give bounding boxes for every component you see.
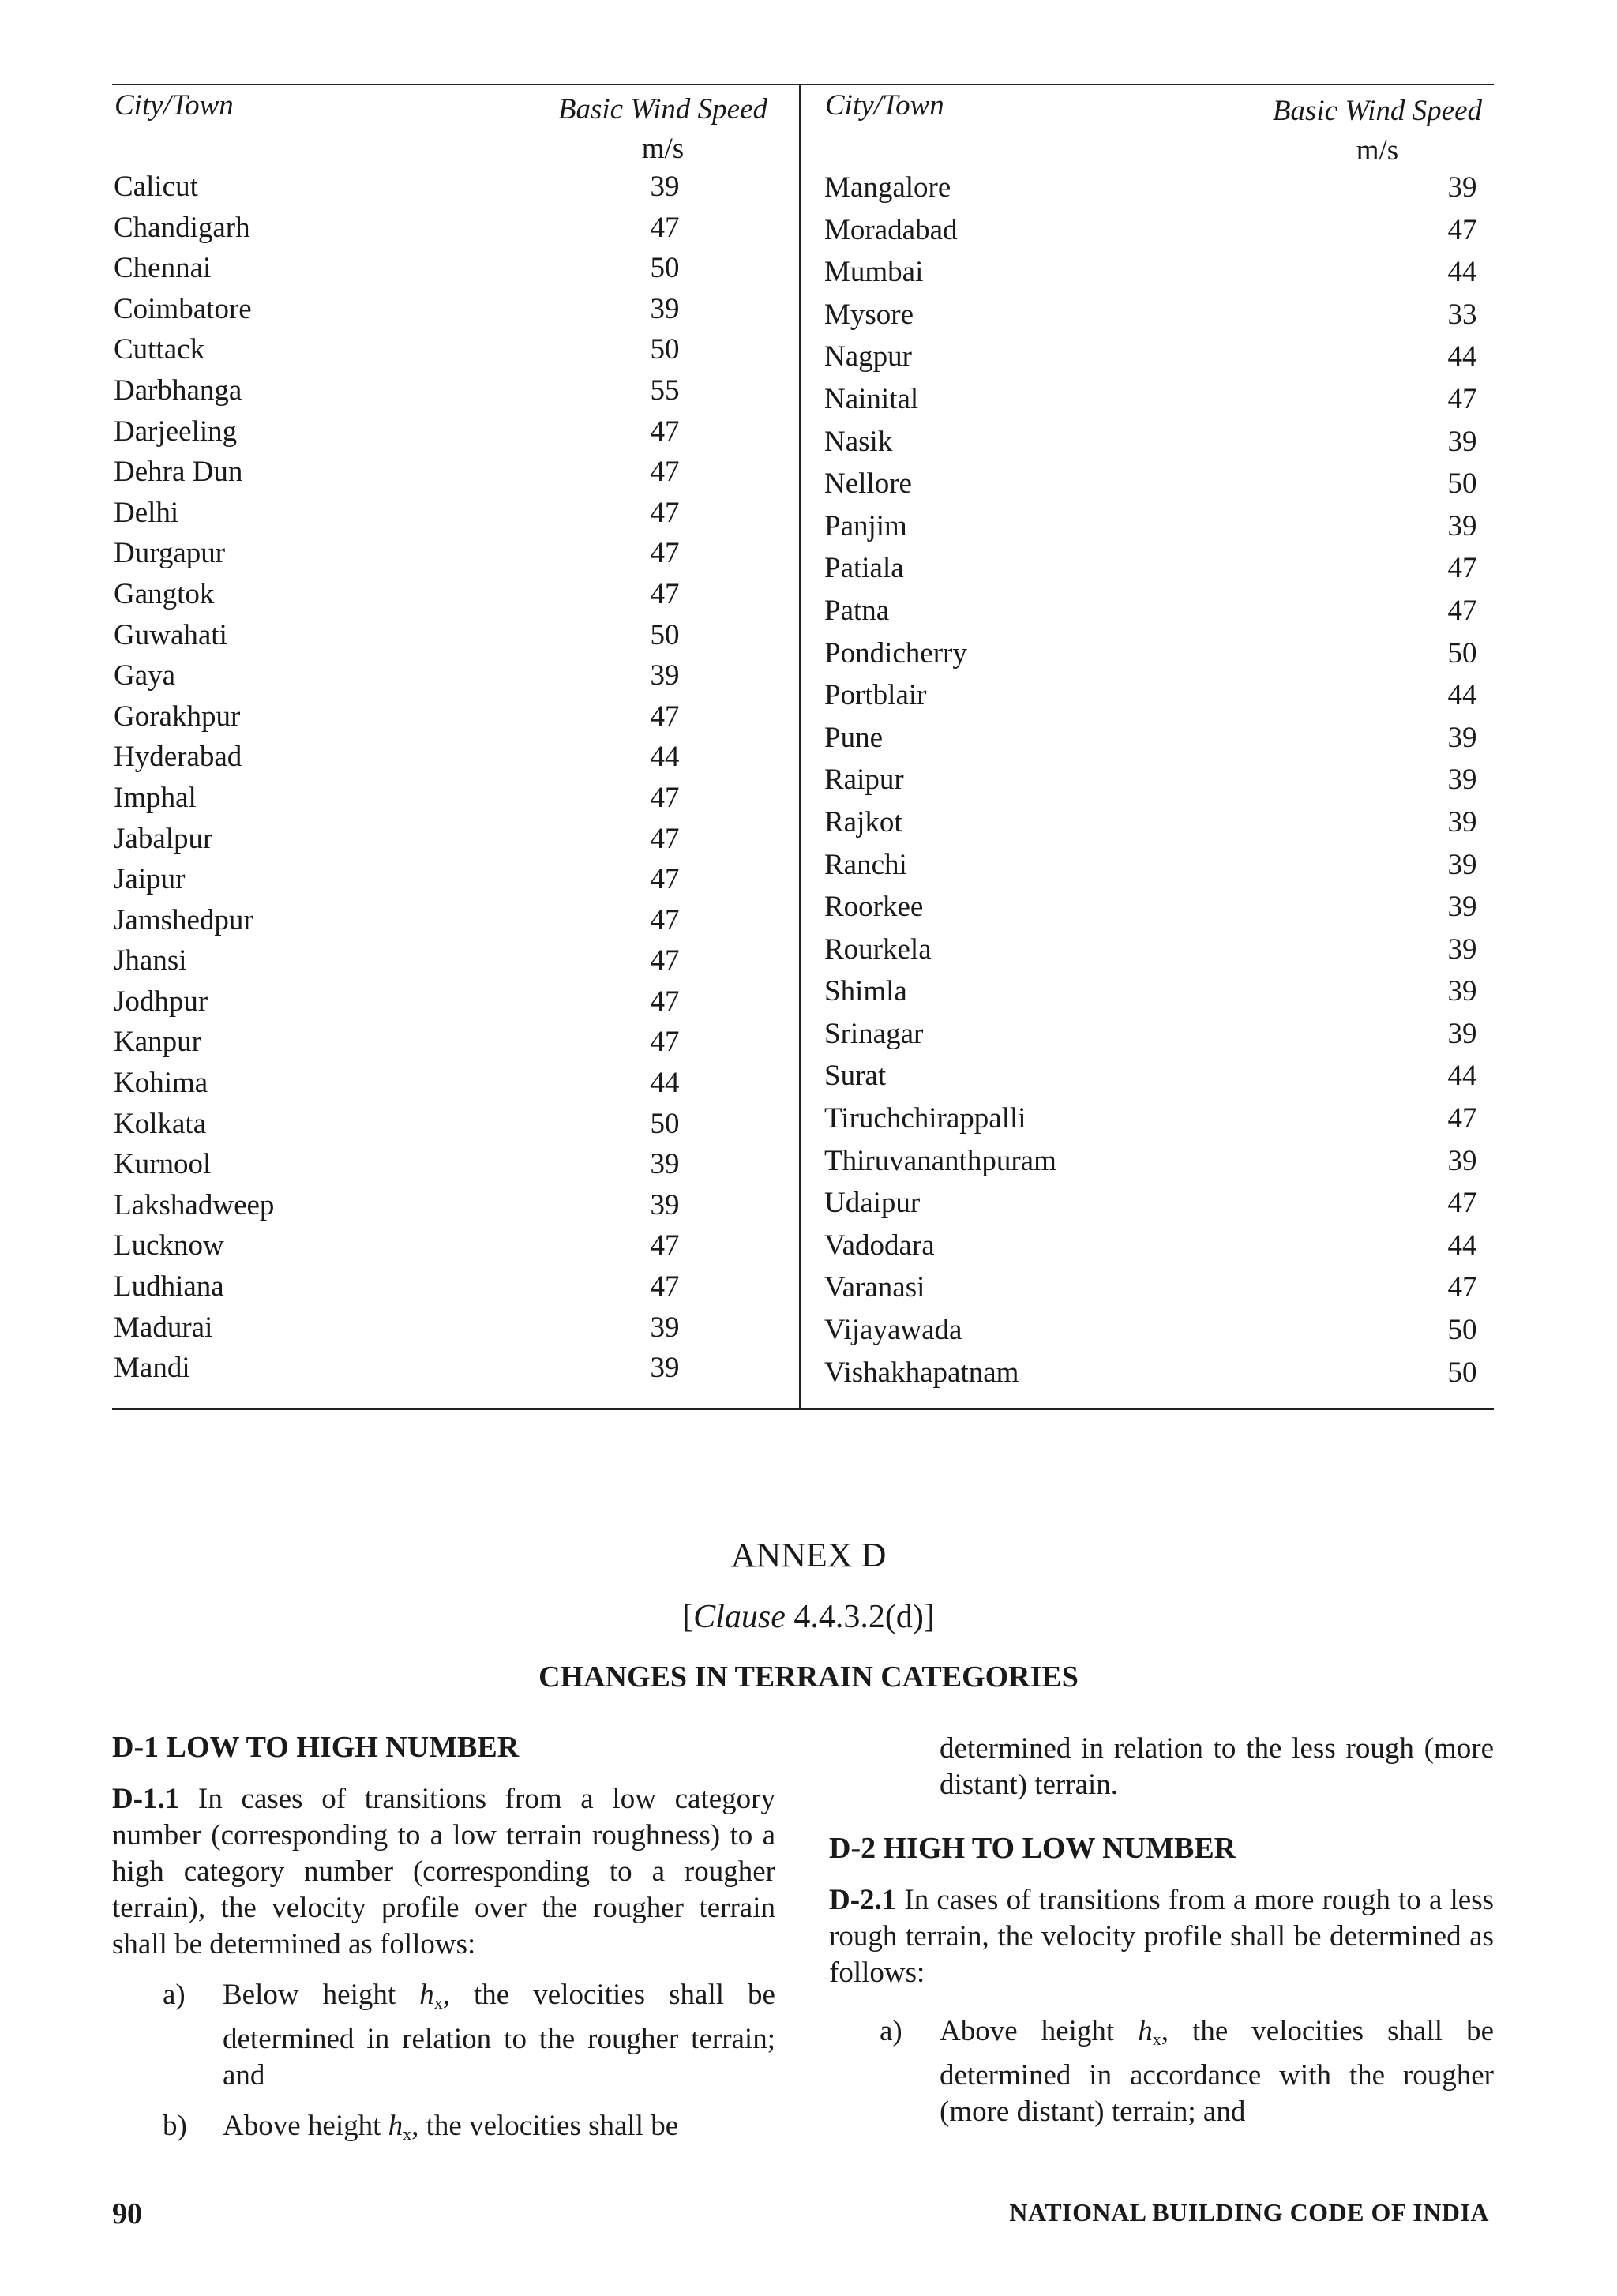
wind-speed-value: 47 bbox=[650, 1026, 680, 1059]
wind-speed-value: 47 bbox=[650, 944, 680, 977]
city-name: Jamshedpur bbox=[114, 903, 253, 936]
city-name: Vishakhapatnam bbox=[824, 1356, 1019, 1389]
header-speed-unit: m/s bbox=[641, 133, 685, 165]
list-item-b bbox=[112, 2108, 775, 2152]
table-row bbox=[112, 1144, 799, 1185]
city-name: Nellore bbox=[824, 467, 912, 501]
header-speed-label: Basic Wind Speed bbox=[1272, 95, 1482, 127]
city-name: Kohima bbox=[114, 1067, 208, 1100]
symbol-h: h bbox=[1138, 2015, 1153, 2047]
wind-speed-value: 50 bbox=[650, 333, 680, 366]
city-name: Mangalore bbox=[824, 171, 951, 204]
table-row bbox=[112, 819, 799, 860]
wind-speed-value: 44 bbox=[1447, 256, 1477, 289]
list-text: , the velocities shall be determined in relation to the rougher terrain; and bbox=[223, 1979, 775, 2092]
section-heading-d2: D-2 HIGH TO LOW NUMBER bbox=[829, 1832, 1236, 1865]
wind-speed-value: 44 bbox=[1447, 679, 1477, 712]
symbol-subscript-x: x bbox=[403, 2124, 412, 2144]
city-name: Panjim bbox=[824, 509, 907, 542]
header-speed bbox=[1273, 92, 1482, 171]
table-row bbox=[112, 208, 799, 249]
table-row bbox=[112, 289, 799, 330]
wind-speed-value: 33 bbox=[1447, 298, 1477, 331]
table-row bbox=[823, 590, 1494, 632]
wind-speed-value: 39 bbox=[1447, 1144, 1477, 1177]
city-name: Jhansi bbox=[114, 944, 187, 977]
wind-speed-value: 47 bbox=[1447, 594, 1477, 627]
table-left-rows bbox=[112, 167, 799, 1389]
city-name: Jodhpur bbox=[114, 985, 208, 1018]
header-speed-label: Basic Wind Speed bbox=[557, 93, 767, 126]
paragraph-d1-1 bbox=[112, 1781, 775, 1963]
right-text-column bbox=[829, 1731, 1494, 2130]
wind-speed-value: 50 bbox=[1447, 636, 1477, 670]
list-marker: b) bbox=[163, 2110, 187, 2142]
section-heading-d1: D-1 LOW TO HIGH NUMBER bbox=[112, 1731, 520, 1764]
table-row bbox=[112, 493, 799, 534]
table-row bbox=[112, 900, 799, 941]
wind-speed-value: 50 bbox=[1447, 1356, 1477, 1389]
city-name: Jabalpur bbox=[114, 822, 213, 855]
annex-subtitle: CHANGES IN TERRAIN CATEGORIES bbox=[538, 1660, 1079, 1694]
city-name: Rajkot bbox=[824, 805, 902, 838]
city-name: Udaipur bbox=[824, 1187, 921, 1220]
wind-speed-value: 47 bbox=[650, 577, 680, 610]
left-text-column bbox=[112, 1729, 775, 2152]
city-name: Gorakhpur bbox=[114, 700, 241, 733]
table-row bbox=[823, 632, 1494, 675]
wind-speed-value: 39 bbox=[1447, 171, 1477, 204]
wind-speed-value: 55 bbox=[650, 373, 680, 407]
wind-speed-value: 50 bbox=[1447, 467, 1477, 501]
table-row bbox=[823, 886, 1494, 929]
city-name: Darjeeling bbox=[114, 415, 238, 448]
wind-speed-value: 39 bbox=[1447, 1017, 1477, 1050]
city-name: Nagpur bbox=[824, 340, 912, 373]
city-name: Chennai bbox=[114, 252, 212, 285]
list-text: Above height bbox=[223, 2110, 388, 2142]
table-row bbox=[823, 1097, 1494, 1140]
table-row bbox=[823, 844, 1494, 887]
table-row bbox=[112, 1225, 799, 1266]
wind-speed-value: 39 bbox=[650, 659, 680, 692]
city-name: Nainital bbox=[824, 382, 919, 415]
city-name: Thiruvananthpuram bbox=[824, 1144, 1056, 1177]
symbol-h: h bbox=[419, 1979, 434, 2011]
table-row bbox=[823, 294, 1494, 336]
wind-speed-value: 47 bbox=[650, 1229, 680, 1262]
table-row bbox=[823, 463, 1494, 505]
list-marker: a) bbox=[880, 2015, 902, 2047]
wind-speed-value: 39 bbox=[1447, 509, 1477, 542]
wind-speed-value: 47 bbox=[650, 985, 680, 1018]
city-name: Pondicherry bbox=[824, 636, 967, 670]
table-row bbox=[112, 411, 799, 452]
table-column-divider bbox=[799, 84, 801, 1410]
table-row bbox=[823, 209, 1494, 252]
wind-speed-value: 47 bbox=[650, 537, 680, 570]
table-row bbox=[112, 1266, 799, 1307]
table-row bbox=[823, 1309, 1494, 1352]
table-row bbox=[823, 801, 1494, 844]
table-row bbox=[823, 378, 1494, 421]
table-row bbox=[112, 248, 799, 289]
wind-speed-value: 44 bbox=[1447, 340, 1477, 373]
wind-speed-value: 44 bbox=[1447, 1229, 1477, 1262]
city-name: Gangtok bbox=[114, 577, 215, 610]
table-row bbox=[823, 1182, 1494, 1225]
table-right-rows bbox=[823, 167, 1494, 1394]
city-name: Hyderabad bbox=[114, 741, 242, 774]
table-row bbox=[112, 696, 799, 737]
wind-speed-value: 47 bbox=[1447, 552, 1477, 585]
table-row bbox=[823, 929, 1494, 971]
city-name: Coimbatore bbox=[114, 292, 252, 325]
wind-speed-value: 47 bbox=[650, 1270, 680, 1304]
city-name: Chandigarh bbox=[114, 211, 250, 244]
wind-speed-value: 50 bbox=[1447, 1314, 1477, 1347]
wind-speed-value: 47 bbox=[650, 496, 680, 529]
table-row bbox=[112, 452, 799, 493]
wind-speed-value: 39 bbox=[1447, 763, 1477, 797]
table-row bbox=[112, 1063, 799, 1104]
list-item-a bbox=[112, 1977, 775, 2094]
wind-speed-value: 39 bbox=[650, 1148, 680, 1181]
table-row bbox=[823, 759, 1494, 801]
table-row bbox=[823, 251, 1494, 294]
wind-speed-value: 50 bbox=[650, 1107, 680, 1140]
city-name: Durgapur bbox=[114, 537, 226, 570]
wind-speed-value: 39 bbox=[1447, 891, 1477, 924]
city-name: Jaipur bbox=[114, 863, 186, 896]
city-name: Kanpur bbox=[114, 1026, 201, 1059]
city-name: Raipur bbox=[824, 763, 904, 797]
clause-word: Clause bbox=[693, 1599, 786, 1635]
city-name: Kurnool bbox=[114, 1148, 212, 1181]
wind-speed-value: 39 bbox=[650, 1311, 680, 1344]
annex-clause bbox=[0, 1598, 1617, 1636]
table-row bbox=[112, 167, 799, 208]
table-row bbox=[112, 1185, 799, 1226]
annex-title: ANNEX D bbox=[730, 1536, 887, 1574]
table-row bbox=[823, 970, 1494, 1013]
city-name: Imphal bbox=[114, 781, 197, 814]
wind-speed-value: 47 bbox=[1447, 382, 1477, 415]
city-name: Surat bbox=[824, 1060, 887, 1093]
city-name: Delhi bbox=[114, 496, 179, 529]
wind-speed-value: 47 bbox=[650, 456, 680, 489]
table-row bbox=[823, 1266, 1494, 1309]
table-row bbox=[823, 1055, 1494, 1097]
table-row bbox=[823, 674, 1494, 717]
table-header-right bbox=[823, 84, 1494, 167]
city-name: Nasik bbox=[824, 425, 893, 458]
list-text: , the velocities shall be bbox=[411, 2110, 679, 2142]
symbol-subscript-x: x bbox=[1152, 2029, 1161, 2049]
wind-speed-value: 39 bbox=[650, 1188, 680, 1221]
table-row bbox=[823, 1352, 1494, 1394]
paragraph-text: In cases of transitions from a more rough to a less rough terrain, the velocity profile shall be determined as follows: bbox=[829, 1884, 1494, 1989]
paragraph-number: D-2.1 bbox=[829, 1884, 897, 1916]
city-name: Dehra Dun bbox=[114, 456, 243, 489]
city-name: Shimla bbox=[824, 975, 907, 1008]
wind-speed-value: 39 bbox=[1447, 932, 1477, 966]
table-header-left bbox=[112, 84, 799, 167]
clause-bracket: [ bbox=[682, 1599, 694, 1635]
wind-speed-value: 39 bbox=[650, 171, 680, 203]
table-row bbox=[112, 737, 799, 778]
header-speed-unit: m/s bbox=[1356, 134, 1399, 167]
list-text: Above height bbox=[940, 2015, 1139, 2047]
wind-speed-value: 39 bbox=[1447, 721, 1477, 754]
table-left-half bbox=[112, 84, 799, 1389]
wind-speed-value: 50 bbox=[650, 252, 680, 285]
table-row bbox=[112, 981, 799, 1022]
header-speed bbox=[558, 90, 767, 169]
footer-title: NATIONAL BUILDING CODE OF INDIA bbox=[1009, 2198, 1489, 2227]
city-name: Lakshadweep bbox=[114, 1188, 275, 1221]
city-name: Varanasi bbox=[824, 1271, 925, 1304]
city-name: Kolkata bbox=[114, 1107, 207, 1140]
wind-speed-value: 47 bbox=[1447, 1187, 1477, 1220]
table-row bbox=[112, 655, 799, 696]
table-row bbox=[823, 1140, 1494, 1183]
table-row bbox=[112, 533, 799, 574]
city-name: Mumbai bbox=[824, 256, 924, 289]
city-name: Moradabad bbox=[824, 213, 958, 246]
table-row bbox=[823, 505, 1494, 548]
city-name: Ranchi bbox=[824, 848, 907, 881]
header-city: City/Town bbox=[114, 89, 234, 122]
table-row bbox=[112, 940, 799, 981]
city-name: Pune bbox=[824, 721, 883, 754]
table-row bbox=[823, 421, 1494, 463]
paragraph-d2-1 bbox=[829, 1882, 1494, 1991]
table-right-half bbox=[823, 84, 1494, 1394]
wind-speed-value: 44 bbox=[1447, 1060, 1477, 1093]
paragraph-text: In cases of transitions from a low category number (corresponding to a low terrain roughness) to a high category number (corresponding to a rougher terrain), the velocity profile over the rougher terrain shall be determined as follows: bbox=[112, 1783, 775, 1960]
list-item-a bbox=[829, 2013, 1494, 2130]
city-name: Vijayawada bbox=[824, 1314, 962, 1347]
list-text: Below height bbox=[223, 1979, 420, 2011]
table-row bbox=[112, 859, 799, 900]
wind-speed-value: 44 bbox=[650, 741, 680, 774]
wind-speed-value: 39 bbox=[1447, 975, 1477, 1008]
table-row bbox=[112, 370, 799, 411]
city-name: Roorkee bbox=[824, 891, 924, 924]
list-marker: a) bbox=[163, 1979, 186, 2011]
city-name: Tiruchchirappalli bbox=[824, 1102, 1026, 1135]
city-name: Lucknow bbox=[114, 1229, 224, 1262]
header-city: City/Town bbox=[825, 89, 944, 122]
wind-speed-value: 47 bbox=[1447, 1102, 1477, 1135]
wind-speed-value: 39 bbox=[650, 1352, 680, 1385]
wind-speed-value: 47 bbox=[1447, 1271, 1477, 1304]
wind-speed-value: 47 bbox=[650, 863, 680, 896]
wind-speed-value: 50 bbox=[650, 618, 680, 651]
table-row bbox=[112, 1104, 799, 1145]
page-number: 90 bbox=[112, 2197, 142, 2230]
symbol-h: h bbox=[388, 2110, 403, 2142]
wind-speed-value: 39 bbox=[650, 292, 680, 325]
table-row bbox=[823, 717, 1494, 760]
wind-speed-value: 44 bbox=[650, 1067, 680, 1100]
wind-speed-value: 47 bbox=[650, 700, 680, 733]
table-row bbox=[112, 1348, 799, 1389]
wind-speed-value: 39 bbox=[1447, 848, 1477, 881]
wind-speed-value: 47 bbox=[650, 903, 680, 936]
symbol-subscript-x: x bbox=[433, 1993, 443, 2013]
city-name: Vadodara bbox=[824, 1229, 935, 1262]
city-name: Patna bbox=[824, 594, 890, 627]
city-name: Patiala bbox=[824, 552, 904, 585]
city-name: Rourkela bbox=[824, 932, 932, 966]
city-name: Gaya bbox=[114, 659, 176, 692]
wind-speed-value: 47 bbox=[650, 822, 680, 855]
continuation-text: determined in relation to the less rough (more distant) terrain. bbox=[940, 1732, 1494, 1801]
table-row bbox=[112, 574, 799, 615]
wind-speed-value: 47 bbox=[1447, 213, 1477, 246]
city-name: Srinagar bbox=[824, 1017, 924, 1050]
wind-speed-value: 39 bbox=[1447, 805, 1477, 838]
city-name: Ludhiana bbox=[114, 1270, 224, 1304]
city-name: Guwahati bbox=[114, 618, 227, 651]
table-row bbox=[823, 547, 1494, 590]
city-name: Calicut bbox=[114, 171, 198, 203]
wind-speed-value: 47 bbox=[650, 781, 680, 814]
table-row bbox=[112, 615, 799, 656]
paragraph-number: D-1.1 bbox=[112, 1783, 180, 1815]
city-name: Madurai bbox=[114, 1311, 213, 1344]
table-bottom-rule bbox=[112, 1408, 1494, 1410]
table-row bbox=[112, 778, 799, 819]
city-name: Darbhanga bbox=[114, 373, 242, 407]
wind-speed-value: 47 bbox=[650, 415, 680, 448]
table-row bbox=[112, 329, 799, 370]
city-name: Mandi bbox=[114, 1352, 190, 1385]
city-name: Cuttack bbox=[114, 333, 205, 366]
list-text: , the velocities shall be determined in accordance with the rougher (more distant) terrain; and bbox=[940, 2015, 1494, 2128]
wind-speed-value: 47 bbox=[650, 211, 680, 244]
clause-reference: 4.4.3.2(d)] bbox=[785, 1599, 935, 1635]
wind-speed-table bbox=[112, 84, 1494, 1410]
table-row bbox=[112, 1022, 799, 1063]
city-name: Mysore bbox=[824, 298, 914, 331]
table-row bbox=[112, 1307, 799, 1349]
table-row bbox=[823, 167, 1494, 209]
table-row bbox=[823, 1013, 1494, 1056]
table-row bbox=[823, 1225, 1494, 1267]
city-name: Portblair bbox=[824, 679, 927, 712]
table-row bbox=[823, 336, 1494, 378]
wind-speed-value: 39 bbox=[1447, 425, 1477, 458]
